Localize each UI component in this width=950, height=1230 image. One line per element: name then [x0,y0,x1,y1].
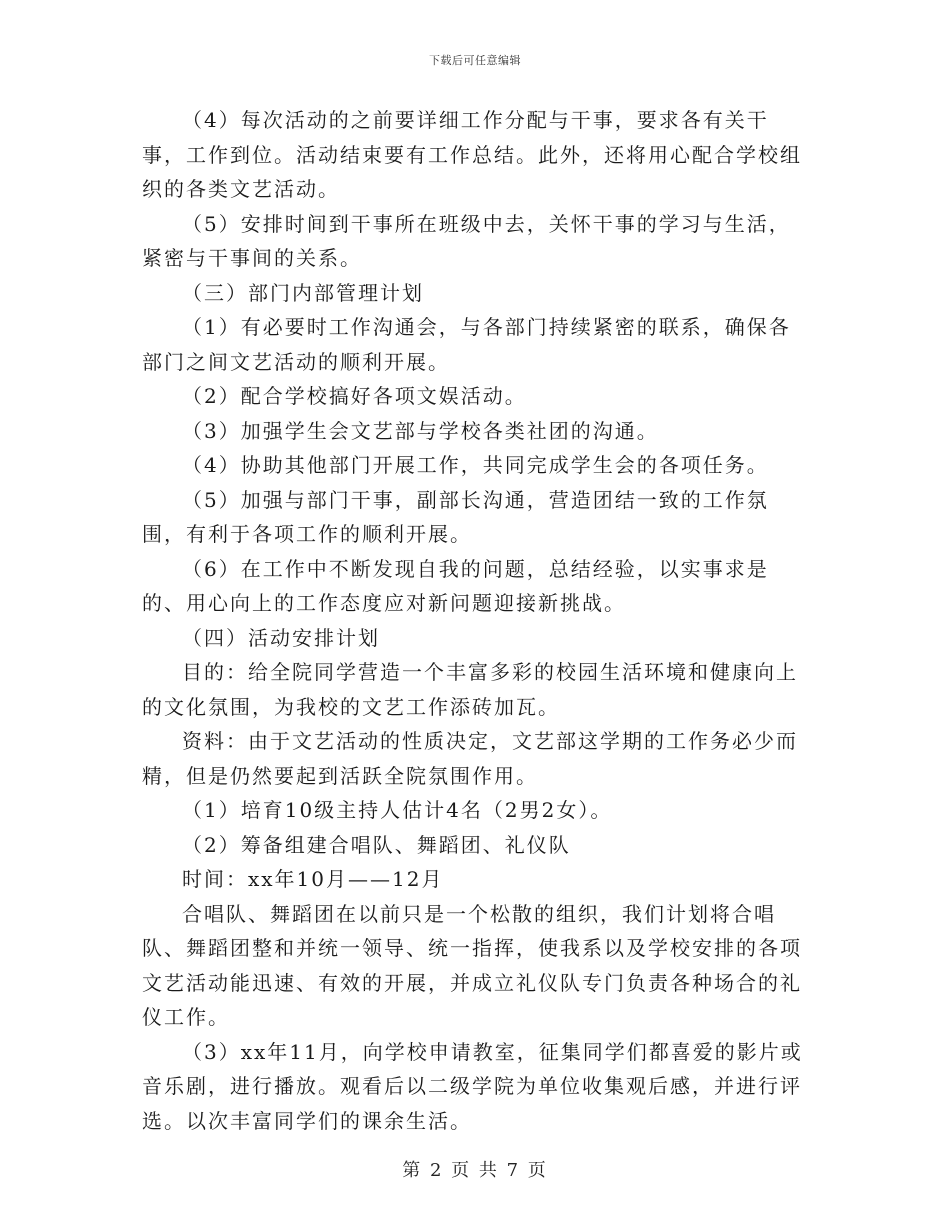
paragraph-choir-dance-plan: 合唱队、舞蹈团在以前只是一个松散的组织，我们计划将合唱队、舞蹈团整和并统一领导、统一指挥，使我系以及学校安排的各项文艺活动能迅速、有效的开展，并成立礼仪队专门负责各种场合的礼仪工作。 [142,901,802,1029]
page-number-indicator: 第 2 页 共 7 页 [402,1160,548,1181]
section-heading-activity-plan: （四）活动安排计划 [182,625,380,650]
page-header-note: 下载后可任意编辑 [429,54,521,67]
section-heading-internal-management: （三）部门内部管理计划 [182,280,424,305]
paragraph-self-improvement: （6）在工作中不断发现自我的问题，总结经验，以实事求是的、用心向上的工作态度应对新问题迎接新挑战。 [142,556,769,615]
document-body [142,103,812,1138]
paragraph-assist-departments: （4）协助其他部门开展工作，共同完成学生会的各项任务。 [182,453,769,477]
paragraph-communication-meeting: （1）有必要时工作沟通会，与各部门持续紧密的联系，确保各部门之间文艺活动的顺利开展。 [142,315,791,374]
paragraph-visit-staff: （5）安排时间到干事所在班级中去，关怀干事的学习与生活，紧密与干事间的关系。 [142,211,791,270]
paragraph-cooperate-school: （2）配合学校搞好各项文娱活动。 [182,384,527,408]
paragraph-materials: 资料：由于文艺活动的性质决定，文艺部这学期的工作务必少而精，但是仍然要起到活跃全院氛围作用。 [142,729,798,788]
paragraph-time: 时间：xx年10月——12月 [182,867,444,891]
paragraph-purpose: 目的：给全院同学营造一个丰富多彩的校园生活环境和健康向上的文化氛围，为我校的文艺工作添砖加瓦。 [142,660,798,719]
paragraph-team-atmosphere: （5）加强与部门干事，副部长沟通，营造团结一致的工作氛围，有利于各项工作的顺利开展。 [142,487,769,546]
paragraph-club-communication: （3）加强学生会文艺部与学校各类社团的沟通。 [182,418,659,443]
paragraph-host-training: （1）培育10级主持人估计4名（2男2女）。 [182,798,613,822]
paragraph-activity-assignment: （4）每次活动的之前要详细工作分配与干事，要求各有关干事，工作到位。活动结束要有工作总结。此外，还将用心配合学校组织的各类文艺活动。 [142,108,802,201]
paragraph-form-teams: （2）筹备组建合唱队、舞蹈团、礼仪队 [182,832,571,857]
paragraph-film-screening: （3）xx年11月，向学校申请教室，征集同学们都喜爱的影片或音乐剧，进行播放。观看后以二级学院为单位收集观后感，并进行评选。以次丰富同学们的课余生活。 [142,1039,803,1133]
